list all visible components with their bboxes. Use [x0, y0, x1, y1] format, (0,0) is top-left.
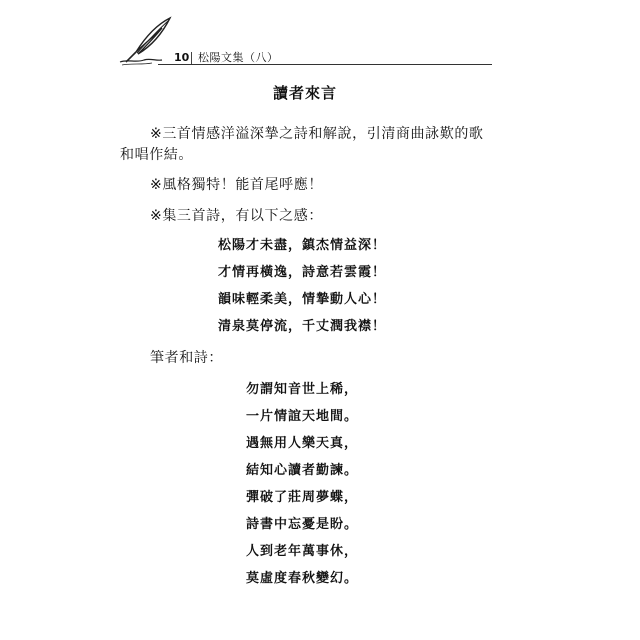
poem-line: 詩書中忘憂是盼。 — [246, 517, 359, 532]
poem-line: 結知心讀者勤諫。 — [246, 463, 359, 478]
poem-line: 一片情誼天地間。 — [246, 409, 359, 424]
quill-pen-icon — [118, 16, 176, 66]
header-separator — [191, 52, 192, 64]
page-number: 10 — [174, 51, 190, 64]
author-poem — [246, 376, 358, 592]
poem-line: 勿謂知音世上稀， — [246, 382, 359, 397]
book-title: 松陽文集（八） — [198, 51, 279, 64]
reader-poem — [218, 232, 386, 340]
page-header — [118, 16, 492, 66]
paragraph-feelings: ※集三首詩，有以下之感： — [150, 208, 323, 224]
poem-line: 清泉莫停流，千丈潤我襟！ — [218, 319, 387, 334]
poem-line: 松陽才未盡，鎮杰情益深！ — [218, 238, 387, 253]
poem-line: 韻味輕柔美，情摯動人心！ — [218, 292, 387, 307]
paragraph-style-note: ※風格獨特！能首尾呼應！ — [150, 177, 323, 193]
poem-line: 彈破了莊周夢蝶， — [246, 490, 359, 505]
poem-line: 遇無用人樂天真， — [246, 436, 359, 451]
paragraph-intro: ※三首情感洋溢深摯之詩和解說，引清商曲詠歎的歌和唱作結。 — [120, 126, 484, 163]
header-rule — [158, 64, 492, 65]
section-title: 讀者來言 — [272, 84, 337, 102]
poem-line: 才情再橫逸，詩意若雲霞！ — [218, 265, 387, 280]
paragraph-author-reply: 筆者和詩： — [150, 350, 223, 366]
poem-line: 人到老年萬事休， — [246, 544, 359, 559]
poem-line: 莫虛度春秋變幻。 — [246, 571, 359, 586]
